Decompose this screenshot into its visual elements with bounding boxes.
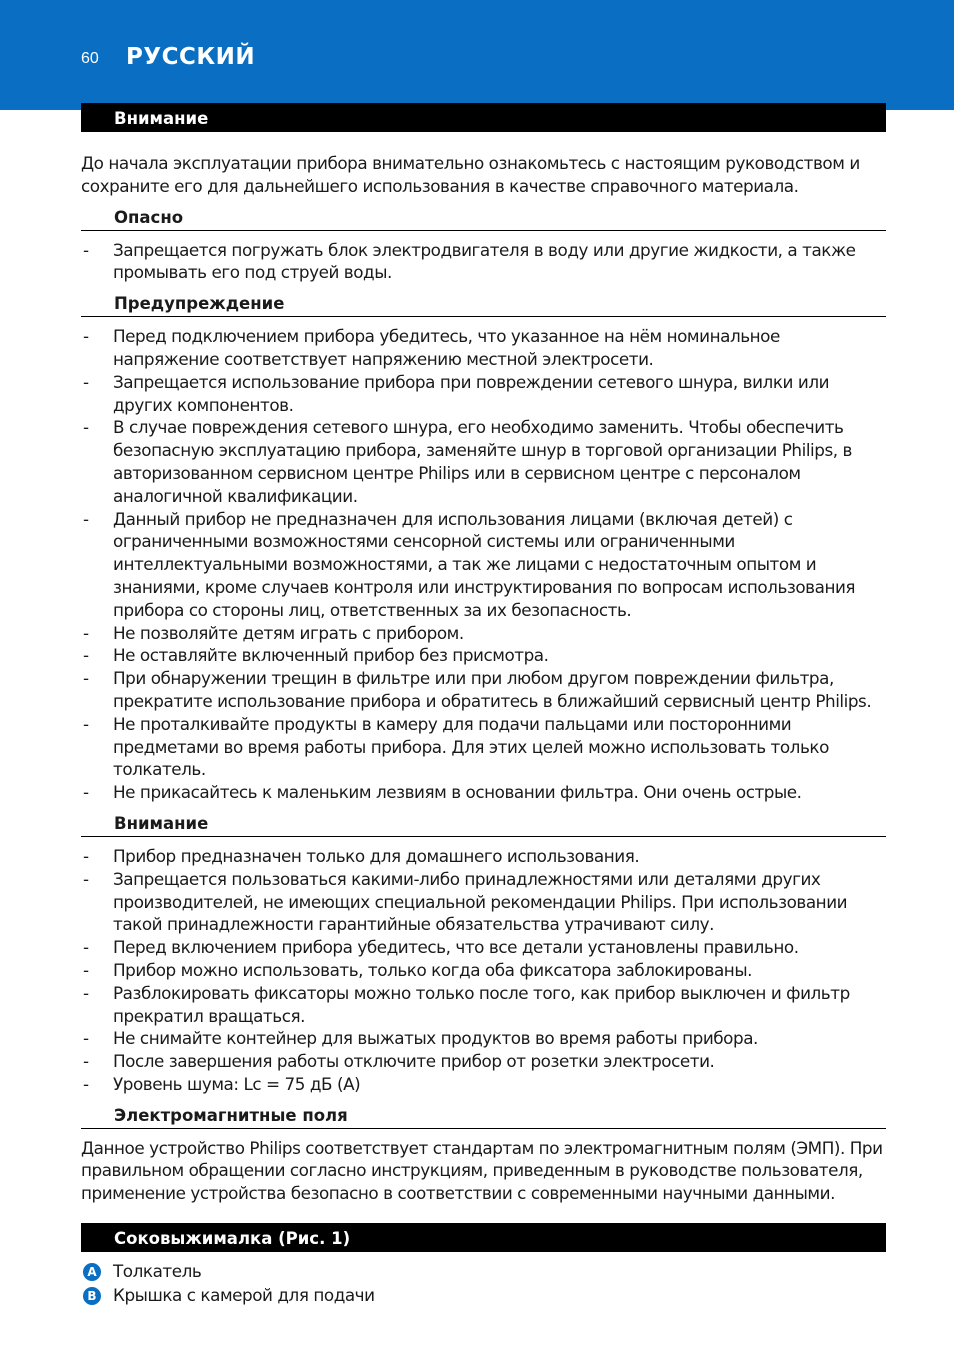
list-item-text: Разблокировать фиксаторы можно только после того, как прибор выключен и фильтр прекратил вращаться.: [113, 982, 850, 1026]
list-item-text: Перед включением прибора убедитесь, что все детали установлены правильно.: [113, 937, 799, 958]
dash-bullet: -: [83, 417, 89, 438]
subheading-caution: Внимание: [81, 814, 886, 837]
list-item: [81, 781, 886, 804]
dash-bullet: -: [83, 645, 89, 666]
header-band: [0, 0, 954, 110]
list-item: [81, 239, 886, 285]
list-item: [81, 644, 886, 667]
list-item: [81, 868, 886, 936]
part-item: [81, 1284, 886, 1308]
list-item: [81, 416, 886, 507]
list-item: [81, 1027, 886, 1050]
dash-bullet: -: [83, 239, 89, 260]
list-item-text: После завершения работы отключите прибор от розетки электросети.: [113, 1051, 715, 1072]
list-item-text: Перед подключением прибора убедитесь, что указанное на нём номинальное напряжение соответствует напряжению местной электросети.: [113, 326, 780, 369]
part-badge-a: A: [83, 1263, 101, 1281]
list-item: [81, 845, 886, 868]
dash-bullet: -: [83, 937, 89, 958]
page-number: 60: [81, 50, 99, 67]
dash-bullet: -: [83, 371, 89, 392]
list-item-text: Запрещается использование прибора при повреждении сетевого шнура, вилки или других компонентов.: [113, 371, 830, 415]
list-item-text: Не проталкивайте продукты в камеру для подачи пальцами или посторонними предметами во время работы прибора. Для этих целей можно использовать только толкатель.: [113, 713, 829, 780]
list-item: [81, 1073, 886, 1096]
caution-list: [81, 845, 886, 1096]
dash-bullet: -: [83, 782, 89, 803]
dash-bullet: -: [83, 845, 89, 866]
list-item-text: Не прикасайтесь к маленьким лезвиям в основании фильтра. Они очень острые.: [113, 782, 802, 803]
list-item: [81, 508, 886, 622]
list-item-text: Уровень шума: Lc = 75 дБ (A): [113, 1073, 361, 1094]
list-item-text: При обнаружении трещин в фильтре или при любом другом повреждении фильтра, прекратите использование прибора и обратитесь в ближайший сервисный центр Philips.: [113, 668, 872, 711]
list-item-text: Запрещается пользоваться какими-либо принадлежностями или деталями других производителей, не имеющих специальной рекомендации Philips. При использовании такой принадлежности гарантийные обязательства утрачивают силу.: [113, 868, 848, 935]
dash-bullet: -: [83, 1073, 89, 1094]
section-heading-attention: Внимание: [81, 103, 886, 132]
dash-bullet: -: [83, 868, 89, 889]
part-label: Толкатель: [113, 1261, 202, 1282]
list-item: [81, 622, 886, 645]
list-item: [81, 936, 886, 959]
parts-list: [81, 1260, 886, 1307]
dash-bullet: -: [83, 326, 89, 347]
list-item-text: Не позволяйте детям играть с прибором.: [113, 622, 464, 643]
list-item-text: Не снимайте контейнер для выжатых продуктов во время работы прибора.: [113, 1028, 758, 1049]
list-item-text: Данный прибор не предназначен для использования лицами (включая детей) с ограниченными возможностями сенсорной системы или ограниченными интеллектуальными возможностями, а так же лицами с недостаточным опытом и знаниями, кроме случаев контроля или инструктирования по вопросам использования прибора со стороны лиц, ответственных за их безопасность.: [113, 508, 856, 620]
dash-bullet: -: [83, 713, 89, 734]
section-heading-juicer: Соковыжималка (Рис. 1): [81, 1223, 886, 1252]
dash-bullet: -: [83, 622, 89, 643]
list-item-text: В случае повреждения сетевого шнура, его необходимо заменить. Чтобы обеспечить безопасную эксплуатацию прибора, заменяйте шнур в торговой организации Philips, в авторизованном сервисном центре Philips или в сервисном центре с персоналом аналогичной квалификации.: [113, 417, 852, 506]
dash-bullet: -: [83, 508, 89, 529]
danger-list: [81, 239, 886, 285]
list-item: [81, 667, 886, 713]
subheading-emf: Электромагнитные поля: [81, 1106, 886, 1129]
list-item: [81, 1050, 886, 1073]
part-label: Крышка с камерой для подачи: [113, 1284, 375, 1305]
dash-bullet: -: [83, 982, 89, 1003]
page-language-title: РУССКИЙ: [126, 44, 256, 70]
list-item: [81, 371, 886, 417]
list-item-text: Прибор предназначен только для домашнего использования.: [113, 845, 640, 866]
list-item-text: Не оставляйте включенный прибор без присмотра.: [113, 645, 549, 666]
list-item: [81, 959, 886, 982]
part-badge-b: B: [83, 1287, 101, 1305]
part-item: [81, 1260, 886, 1284]
intro-paragraph: До начала эксплуатации прибора внимательно ознакомьтесь с настоящим руководством и сохраните его для дальнейшего использования в качестве справочного материала.: [81, 153, 860, 196]
list-item-text: Прибор можно использовать, только когда оба фиксатора заблокированы.: [113, 959, 753, 980]
list-item: [81, 982, 886, 1028]
subheading-danger: Опасно: [81, 208, 886, 231]
warning-list: [81, 325, 886, 804]
page-content: [81, 103, 886, 1307]
list-item: [81, 713, 886, 781]
list-item: [81, 325, 886, 371]
emf-paragraph: Данное устройство Philips соответствует стандартам по электромагнитным полям (ЭМП). При правильном обращении согласно инструкциям, приведенным в руководстве пользователя, применение устройства безопасно в соответствии с современными научными данными.: [81, 1137, 883, 1204]
dash-bullet: -: [83, 959, 89, 980]
dash-bullet: -: [83, 1028, 89, 1049]
dash-bullet: -: [83, 668, 89, 689]
list-item-text: Запрещается погружать блок электродвигателя в воду или другие жидкости, а также промывать его под струей воды.: [113, 239, 856, 283]
subheading-warning: Предупреждение: [81, 294, 886, 317]
dash-bullet: -: [83, 1051, 89, 1072]
